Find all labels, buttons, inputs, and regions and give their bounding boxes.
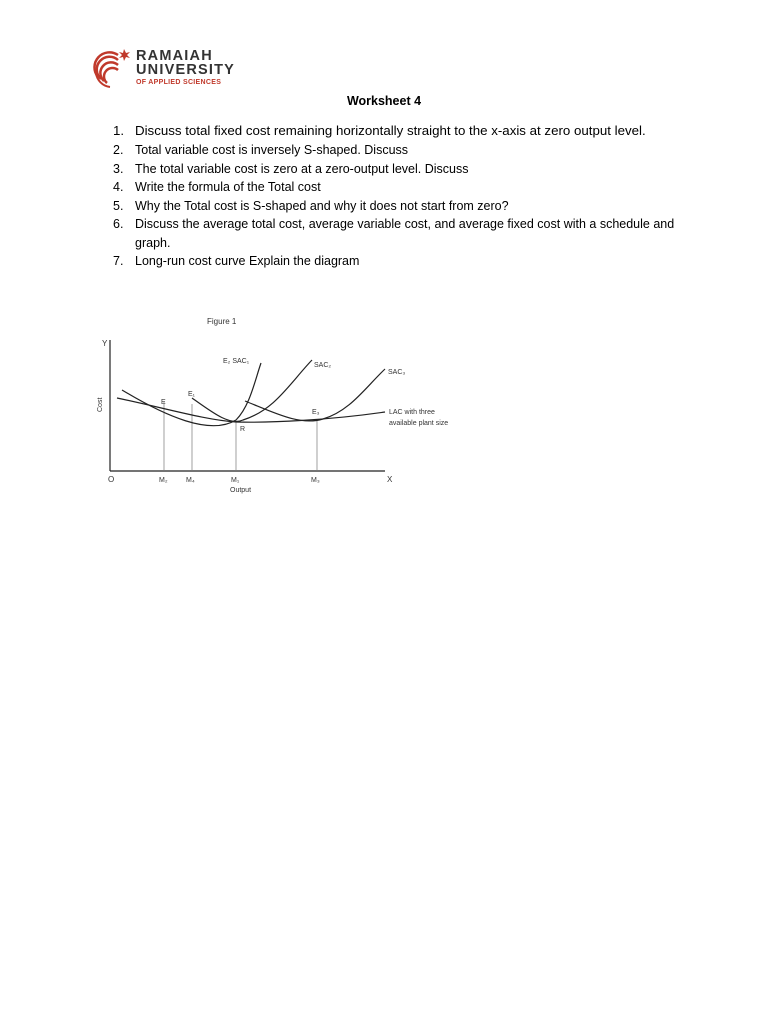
- question-item: [113, 197, 683, 216]
- question-item: [113, 141, 683, 160]
- x-tick-m4: M₄: [186, 477, 195, 484]
- question-item: [113, 215, 683, 252]
- cost-axis-label: Cost: [97, 397, 104, 412]
- point-e3-label: E₃: [312, 409, 320, 416]
- y-axis-label: Y: [102, 339, 108, 348]
- question-text: Discuss total fixed cost remaining horizontally straight to the x-axis at zero output level.: [135, 123, 646, 138]
- point-e1-label: E₁: [188, 391, 196, 398]
- question-number: 7.: [113, 254, 124, 268]
- university-logo-mark-icon: [88, 43, 136, 89]
- lac-label-line2: available plant size: [389, 420, 449, 427]
- cost-curve-figure: [95, 308, 495, 508]
- question-item: [113, 120, 683, 141]
- worksheet-title: Worksheet 4: [346, 94, 422, 108]
- logo-line-2: UNIVERSITY: [136, 62, 236, 78]
- university-logo: [88, 43, 258, 89]
- question-item: [113, 252, 683, 271]
- question-text: Why the Total cost is S-shaped and why it does not start from zero?: [135, 198, 509, 213]
- origin-label: O: [108, 475, 115, 484]
- question-number: 5.: [113, 198, 124, 213]
- figure-caption: Figure 1: [207, 317, 237, 326]
- x-tick-m2: M₂: [159, 477, 168, 484]
- question-number: 1.: [113, 123, 125, 138]
- output-axis-label: Output: [230, 487, 252, 494]
- sac1-label: E₂ SAC₁: [223, 358, 250, 365]
- question-text: Long-run cost curve Explain the diagram: [135, 254, 360, 268]
- question-list: [113, 120, 683, 271]
- question-number: 4.: [113, 180, 124, 194]
- question-number: 2.: [113, 143, 124, 157]
- sac3-label: SAC₃: [388, 369, 406, 376]
- sac2-label: SAC₂: [314, 362, 332, 369]
- question-item: [113, 178, 683, 197]
- point-e-label: E: [161, 399, 166, 406]
- x-tick-m3: M₃: [311, 477, 320, 484]
- question-text: Total variable cost is inversely S-shaped. Discuss: [135, 143, 409, 157]
- question-text: Write the formula of the Total cost: [135, 180, 321, 194]
- logo-line-3: OF APPLIED SCIENCES: [136, 79, 222, 86]
- point-r-label: R: [240, 426, 246, 433]
- cost-curve-diagram: [95, 308, 495, 508]
- question-text: The total variable cost is zero at a zero-output level. Discuss: [135, 161, 469, 176]
- x-tick-m1: M₁: [231, 477, 240, 484]
- question-number: 6.: [113, 217, 124, 231]
- lac-label-line1: LAC with three: [389, 409, 435, 416]
- x-axis-label: X: [387, 475, 393, 484]
- logo-line-1: RAMAIAH: [136, 48, 213, 64]
- question-text: Discuss the average total cost, average variable cost, and average fixed cost with a schedule and graph.: [135, 217, 675, 250]
- question-item: [113, 160, 683, 179]
- lac-curve: [117, 398, 385, 422]
- question-number: 3.: [113, 161, 124, 176]
